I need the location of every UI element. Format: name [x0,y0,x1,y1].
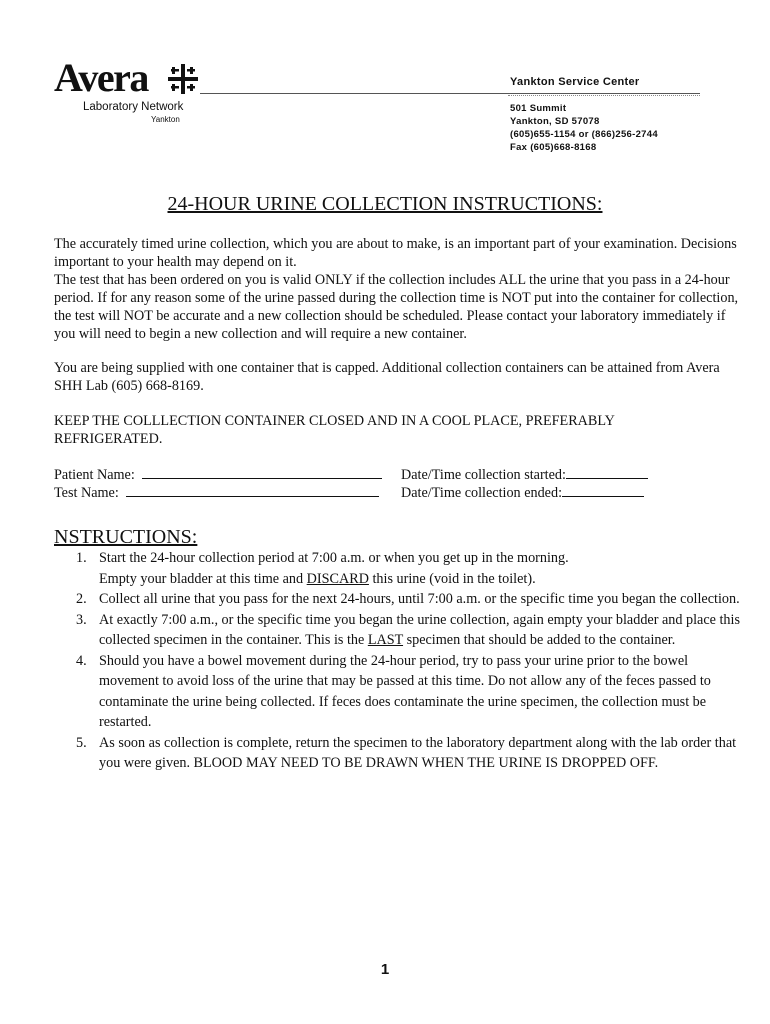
discard-emphasis: DISCARD [306,570,369,587]
instruction-step: 4. Should you have a bowel movement during the 24-hour period, try to pass your urine prior to the bowel movement to avoid loss of the urine that may be passed at this time. Do not allow any of the feces passed to contaminate the urine being collected. If feces does contaminate the urine specimen, the collection must be restarted. [76,652,711,730]
supply-paragraph [54,359,744,395]
last-emphasis: LAST [367,632,404,648]
started-field[interactable] [566,466,648,479]
fax-line: Fax (605)668-8168 [510,142,597,153]
intro-paragraph: The accurately timed urine collection, which you are about to make, is an important part of your examination. Decisions important to your health may depend on it. [54,236,737,270]
patient-name-row [54,466,382,484]
logo-wordmark: Avera [54,55,148,100]
service-center-address [510,102,658,154]
avera-logo [54,55,204,128]
patient-name-label: Patient Name: [54,467,135,483]
instruction-step: 2. Collect all urine that you pass for the next 24-hours, until 7:00 a.m. or the specific time you began the collection. [54,589,744,610]
header-dotted-rule [508,95,700,96]
test-name-label: Test Name: [54,485,119,501]
ended-field[interactable] [562,484,644,497]
instructions-heading: NSTRUCTIONS: [54,526,198,548]
step-number: 4. [76,652,87,669]
address-line: 501 Summit [510,103,567,114]
collection-started-row [401,466,648,484]
started-label: Date/Time collection started: [401,467,566,483]
step-number: 1. [76,550,87,566]
step-number: 3. [76,611,87,628]
collection-ended-row [401,484,644,502]
instruction-step: 5. As soon as collection is complete, return the specimen to the laboratory department along with the lab order that you were given. BLOOD MAY NEED TO BE DRAWN WHEN THE URINE IS DROPPED OFF. [76,734,737,771]
address-line: Yankton, SD 57078 [510,116,600,127]
page-number: 1 [380,961,390,978]
container-note: You are being supplied with one container that is capped. Additional collection containers can be attained from Avera SHH Lab (605) 668-8169. [54,360,720,394]
header-rule [200,93,700,94]
step-number: 5. [76,734,87,751]
cross-emblem-icon [168,64,198,94]
storage-warning: KEEP THE COLLLECTION CONTAINER CLOSED AND IN A COOL PLACE, PREFERABLY REFRIGERATED. [54,413,615,447]
instruction-step: 1. Start the 24-hour collection period at 7:00 a.m. or when you get up in the morning. Empty your bladder at this time and DISCARD this urine (void in the toilet). [76,550,569,587]
intro-section [54,235,744,343]
step-number: 2. [76,591,87,607]
storage-paragraph [54,412,694,448]
intro-paragraph: The test that has been ordered on you is valid ONLY if the collection includes ALL the urine that you pass in a 24-hour period. If for any reason some of the urine passed during the collection time is NOT put into the container for collection, the test will NOT be accurate and a new collection should be scheduled. Please contact your laboratory immediately if you will need to begin a new collection and will require a new container. [54,272,739,342]
phone-line: (605)655-1154 or (866)256-2744 [510,129,658,140]
service-center-name: Yankton Service Center [510,76,640,88]
patient-name-field[interactable] [142,466,382,479]
instruction-list [54,548,744,774]
document-title: 24-HOUR URINE COLLECTION INSTRUCTIONS: [167,193,603,215]
logo-location: Yankton [151,115,180,124]
ended-label: Date/Time collection ended: [401,485,563,501]
instruction-step: 3. At exactly 7:00 a.m., or the specific time you began the urine collection, again empty your bladder and place this collected specimen in the container. This is the LAST specimen that should be added to the container. [76,611,740,648]
test-name-field[interactable] [126,484,379,497]
logo-subtitle: Laboratory Network [83,101,184,113]
test-name-row [54,484,379,502]
